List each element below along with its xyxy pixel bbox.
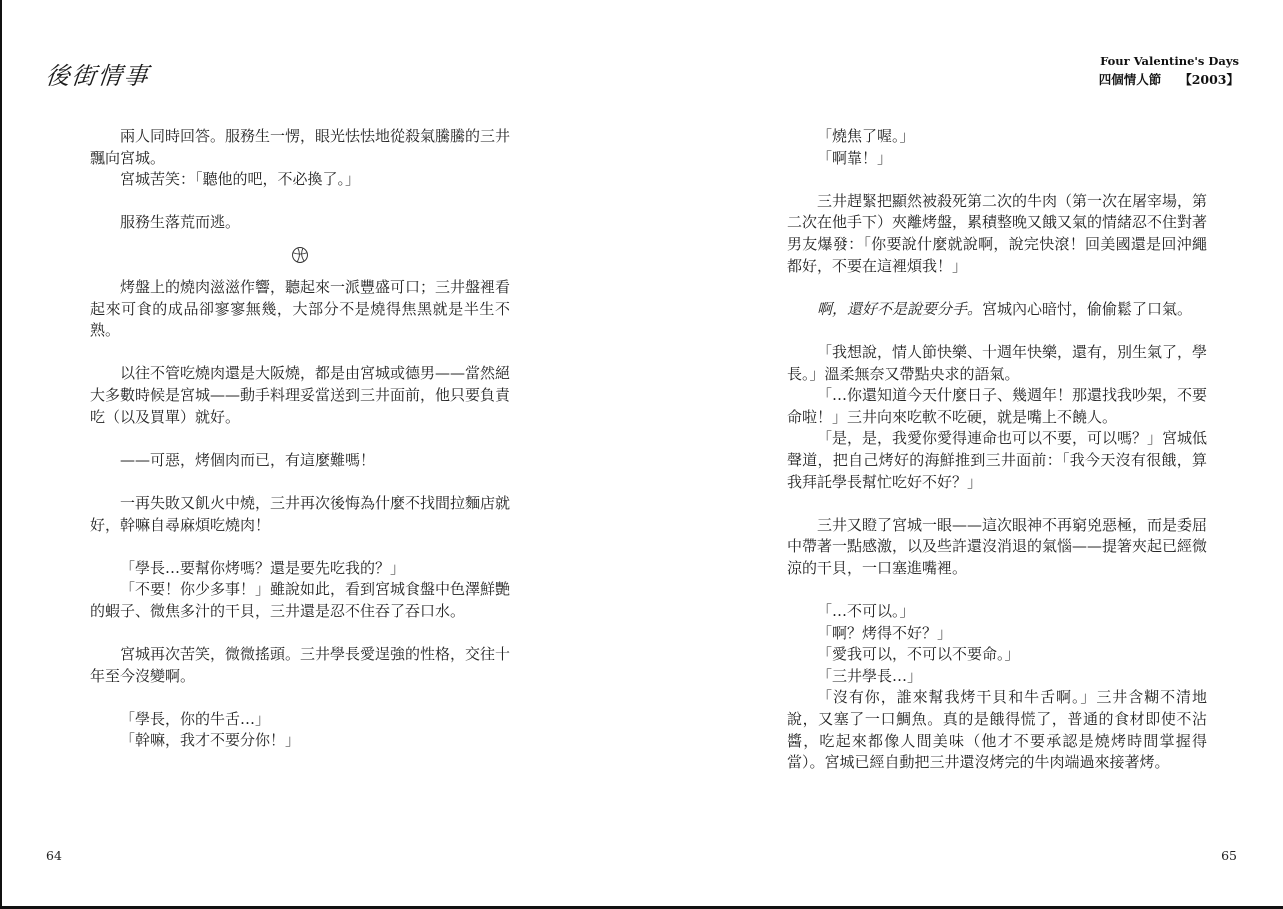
page-number-right: 65	[1221, 848, 1237, 863]
paragraph: 「沒有你，誰來幫我烤干貝和牛舌啊。」三井含糊不清地說，又塞了一口鯛魚。真的是餓得慌了，普通的食材即使不沾醬，吃起來都像人間美味（他才不要承認是燒烤時間掌握得當）。宮城已經自動把三井還沒烤完的牛肉端過來接著烤。	[787, 688, 1207, 772]
running-head	[1099, 52, 1239, 90]
scene-break	[90, 234, 510, 277]
inner-thought: 啊，還好不是說要分手。	[817, 299, 983, 318]
paragraph	[787, 299, 1207, 321]
paragraph: 「燒焦了喔。」	[817, 127, 915, 145]
book-logo: 後街情事	[44, 62, 152, 90]
paragraph: 「…不可以。」	[817, 602, 915, 621]
paragraph: 「…你還知道今天什麼日子、幾週年！那還找我吵架，不要命啦！」三井向來吃軟不吃硬，就是嘴上不饒人。	[787, 386, 1208, 426]
paragraph: 「幹嘛，我才不要分你！」	[120, 731, 301, 750]
paragraph: 「啊靠！」	[817, 148, 893, 167]
paragraph: 以往不管吃燒肉還是大阪燒，都是由宮城或德男——當然絕大多數時候是宮城——動手料理妥當送到三井面前，他只要負責吃（以及買單）就好。	[90, 364, 511, 426]
paragraph: 宮城再次苦笑，微微搖頭。三井學長愛逞強的性格，交往十年至今沒變啊。	[90, 645, 511, 685]
paragraph: 三井又瞪了宮城一眼——這次眼神不再窮兇惡極，而是委屈中帶著一點感激，以及些許還沒消退的氣惱——提箸夾起已經微涼的干貝，一口塞進嘴裡。	[787, 515, 1208, 577]
paragraph: 「學長，你的牛舌…」	[120, 709, 271, 728]
paragraph: ——可惡，烤個肉而已，有這麼難嗎！	[120, 450, 376, 469]
chapter-title-en: Four Valentine's Days	[1100, 54, 1239, 68]
paragraph: 「愛我可以，不可以不要命。」	[817, 645, 1020, 664]
chapter-year: 【2003】	[1179, 72, 1239, 87]
left-page-body	[90, 126, 510, 752]
basketball-icon	[291, 246, 309, 264]
paragraph: 一再失敗又飢火中燒，三井再次後悔為什麼不找間拉麵店就好，幹嘛自尋麻煩吃燒肉！	[90, 493, 511, 534]
paragraph: 「啊？烤得不好？」	[817, 623, 953, 642]
page-number-left: 64	[46, 848, 62, 863]
paragraph: 烤盤上的燒肉滋滋作響，聽起來一派豐盛可口；三井盤裡看起來可食的成品卻寥寥無幾，大部分不是燒得焦黑就是半生不熟。	[90, 277, 511, 340]
paragraph: 宮城苦笑：「聽他的吧，不必換了。」	[120, 170, 361, 189]
paragraph: 「學長…要幫你烤嗎？還是要先吃我的？」	[120, 558, 406, 577]
paragraph: 「我想說，情人節快樂、十週年快樂，還有，別生氣了，學長。」溫柔無奈又帶點央求的語氣。	[787, 342, 1208, 383]
paragraph: 三井趕緊把顯然被殺死第二次的牛肉（第一次在屠宰場，第二次在他手下）夾離烤盤，累積整晚又餓又氣的情緒忍不住對著男友爆發：「你要說什麼就說啊，說完快滾！回美國還是回沖繩都好，不要在這裡煩我！」	[787, 191, 1208, 275]
paragraph: 兩人同時回答。服務生一愣，眼光怯怯地從殺氣騰騰的三井飄向宮城。	[90, 127, 511, 167]
paragraph: 「三井學長…」	[817, 666, 923, 685]
chapter-title-zh: 四個情人節	[1098, 72, 1162, 87]
paragraph: 「不要！你少多事！」雖說如此，看到宮城食盤中色澤鮮艷的蝦子、微焦多汁的干貝，三井還是忍不住吞了吞口水。	[90, 580, 511, 620]
right-page-body	[787, 126, 1207, 774]
paragraph-text: 宮城內心暗忖，偷偷鬆了口氣。	[982, 299, 1193, 318]
paragraph: 服務生落荒而逃。	[120, 213, 241, 232]
paragraph: 「是，是，我愛你愛得連命也可以不要，可以嗎？」宮城低聲道，把自己烤好的海鮮推到三井面前：「我今天沒有很餓，算我拜託學長幫忙吃好不好？」	[787, 429, 1208, 491]
chapter-title-zh-line	[1099, 70, 1239, 90]
